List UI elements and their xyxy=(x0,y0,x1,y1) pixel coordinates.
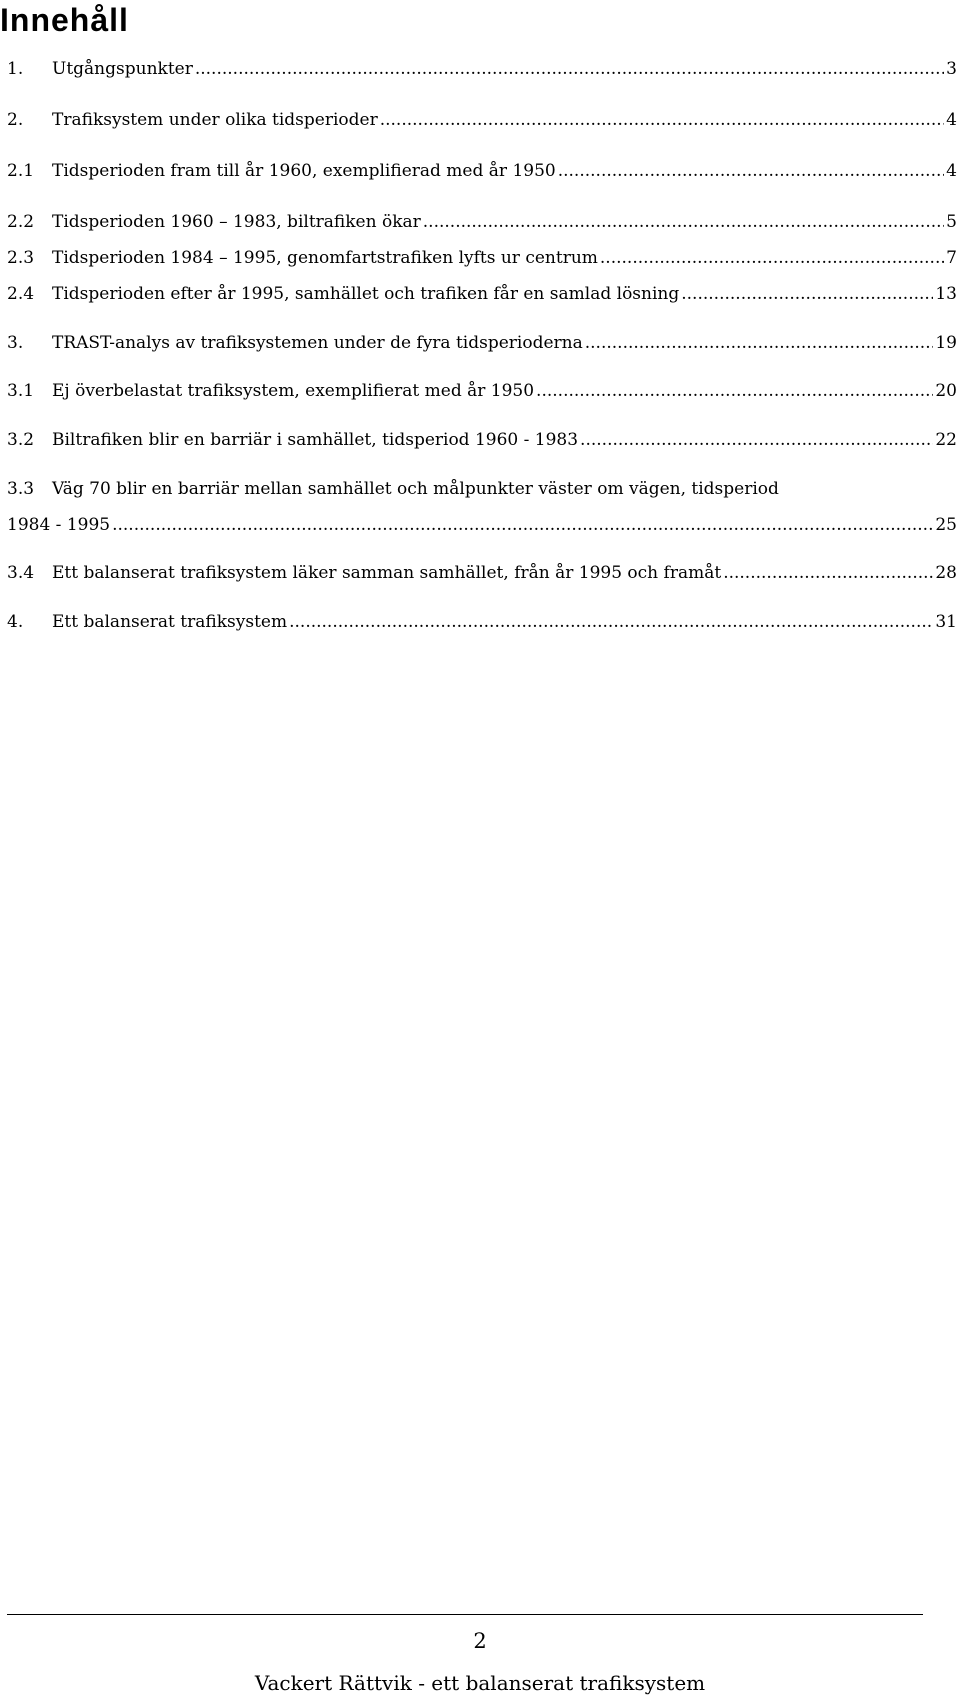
toc-entry[interactable] xyxy=(7,429,957,451)
toc-entry-title: Ej överbelastat trafiksystem, exemplifierat med år 1950 xyxy=(52,381,535,401)
page-number: 2 xyxy=(473,1629,487,1653)
toc-entry-title: Tidsperioden 1960 – 1983, biltrafiken ökar xyxy=(52,212,421,232)
toc-entry-title: Väg 70 blir en barriär mellan samhället och målpunkter väster om vägen, tidsperiod xyxy=(52,479,779,499)
toc-leader-dots xyxy=(536,380,933,402)
toc-entry-title: Trafiksystem under olika tidsperioder xyxy=(52,110,378,130)
toc-entry-page: 22 xyxy=(935,430,957,450)
toc-entry-number: 3.2 xyxy=(7,430,35,450)
toc-entry-number: 2.3 xyxy=(7,248,35,268)
toc-leader-dots xyxy=(558,160,944,182)
toc-entry-number: 4. xyxy=(7,612,24,632)
toc-entry-title: Ett balanserat trafiksystem xyxy=(52,612,288,632)
toc-entry-title: Utgångspunkter xyxy=(52,59,193,79)
toc-entry-page: 4 xyxy=(946,161,957,181)
footer-divider xyxy=(7,1614,923,1615)
toc-entry-page: 4 xyxy=(946,110,957,130)
toc-entry-number: 3.4 xyxy=(7,563,35,583)
toc-entry-page: 28 xyxy=(935,563,957,583)
toc-entry[interactable] xyxy=(7,332,957,354)
toc-entry[interactable] xyxy=(7,283,957,305)
footer-title: Vackert Rättvik - ett balanserat trafiksystem xyxy=(254,1671,706,1695)
toc-leader-dots xyxy=(289,611,933,633)
toc-entry-number: 3. xyxy=(7,333,24,353)
toc-leader-dots xyxy=(195,58,944,80)
toc-entry-number: 2.4 xyxy=(7,284,35,304)
toc-entry-title: Tidsperioden 1984 – 1995, genomfartstrafiken lyfts ur centrum xyxy=(52,248,598,268)
toc-entry[interactable] xyxy=(7,380,957,402)
toc-entry-title: Tidsperioden efter år 1995, samhället och trafiken får en samlad lösning xyxy=(52,284,680,304)
toc-entry[interactable] xyxy=(7,58,957,80)
toc-entry[interactable] xyxy=(7,611,957,633)
toc-entry-title: Ett balanserat trafiksystem läker samman samhället, från år 1995 och framåt xyxy=(52,563,722,583)
toc-entry-title: TRAST-analys av trafiksystemen under de fyra tidsperioderna xyxy=(52,333,583,353)
toc-leader-dots xyxy=(600,247,944,269)
toc-entry-page: 31 xyxy=(935,612,957,632)
toc-entry[interactable] xyxy=(7,562,957,584)
toc-leader-dots xyxy=(580,429,933,451)
toc-leader-dots xyxy=(112,514,933,536)
toc-leader-dots xyxy=(423,211,944,233)
toc-entry-number: 1. xyxy=(7,59,24,79)
toc-entry[interactable] xyxy=(7,211,957,233)
toc-entry[interactable] xyxy=(7,160,957,182)
toc-leader-dots xyxy=(585,332,934,354)
toc-entry-number: 2. xyxy=(7,110,24,130)
toc-entry[interactable] xyxy=(7,247,957,269)
toc-entry-number: 2.2 xyxy=(7,212,35,232)
toc-leader-dots xyxy=(380,109,944,131)
toc-entry-title: Biltrafiken blir en barriär i samhället, tidsperiod 1960 - 1983 xyxy=(52,430,579,450)
toc-leader-dots xyxy=(681,283,933,305)
toc-entry-page: 3 xyxy=(946,59,957,79)
toc-entry-page: 5 xyxy=(946,212,957,232)
toc-leader-dots xyxy=(723,562,933,584)
toc-entry-number: 2.1 xyxy=(7,161,35,181)
toc-entry[interactable] xyxy=(7,109,957,131)
toc-entry-page: 13 xyxy=(935,284,957,304)
toc-entry-title-continued: 1984 - 1995 xyxy=(7,515,111,535)
toc-entry[interactable] xyxy=(7,478,957,536)
toc-entry-page: 19 xyxy=(935,333,957,353)
toc-entry-number: 3.1 xyxy=(7,381,35,401)
toc-entry-number: 3.3 xyxy=(7,479,35,499)
page-title: Innehåll xyxy=(0,2,129,38)
toc-entry-page: 25 xyxy=(935,515,957,535)
toc-entry-title: Tidsperioden fram till år 1960, exemplifierad med år 1950 xyxy=(52,161,556,181)
toc-entry-page: 7 xyxy=(946,248,957,268)
toc-entry-page: 20 xyxy=(935,381,957,401)
